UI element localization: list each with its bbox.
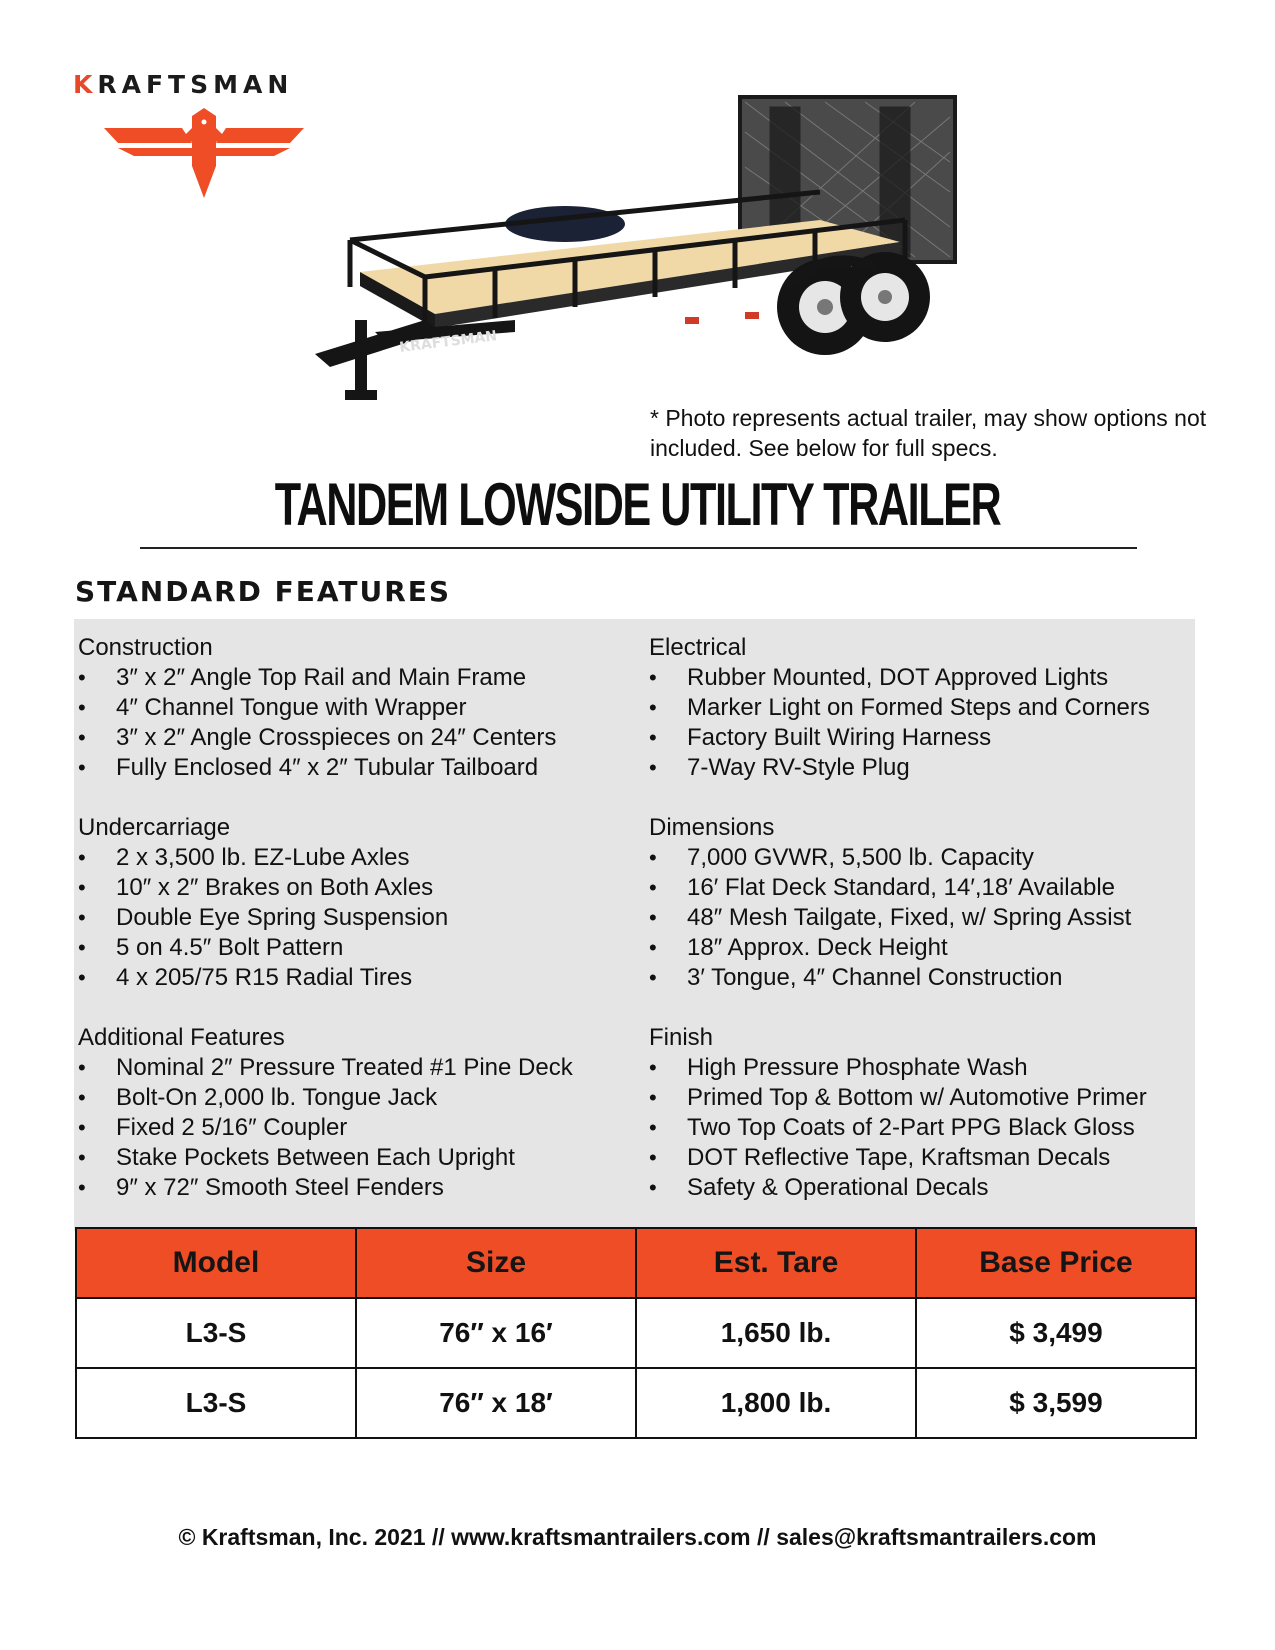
feature-item: • Factory Built Wiring Harness (649, 723, 1194, 753)
feature-item: • Stake Pockets Between Each Upright (78, 1143, 623, 1173)
pricing-table (75, 1227, 1197, 1439)
feature-list (78, 843, 623, 993)
feature-item: • DOT Reflective Tape, Kraftsman Decals (649, 1143, 1194, 1173)
feature-item: • 3′ Tongue, 4″ Channel Construction (649, 963, 1194, 993)
feature-group (649, 813, 1194, 993)
feature-group-title: Dimensions (649, 814, 775, 841)
brand-wordmark-rest: RAFTSMAN (97, 70, 294, 99)
title-divider (140, 547, 1137, 549)
feature-list (649, 1053, 1194, 1203)
table-header-cell: Base Price (916, 1228, 1196, 1298)
brand-wordmark (73, 70, 293, 99)
table-cell: L3-S (76, 1298, 356, 1368)
photo-disclaimer: * Photo represents actual trailer, may show options not included. See below for full specs. (650, 405, 1207, 461)
table-header-cell: Model (76, 1228, 356, 1298)
feature-item: • 16′ Flat Deck Standard, 14′,18′ Available (649, 873, 1194, 903)
table-cell: $ 3,499 (916, 1298, 1196, 1368)
feature-group-title: Construction (78, 634, 213, 661)
feature-item: • Marker Light on Formed Steps and Corners (649, 693, 1194, 723)
feature-group (649, 633, 1194, 783)
feature-group (78, 1023, 623, 1203)
trailer-decal: KRAFTSMAN (398, 328, 498, 356)
features-column-left (78, 633, 623, 1233)
feature-item: • 48″ Mesh Tailgate, Fixed, w/ Spring Assist (649, 903, 1194, 933)
features-column-right (649, 633, 1194, 1233)
feature-group (649, 1023, 1194, 1203)
feature-item: • 7,000 GVWR, 5,500 lb. Capacity (649, 843, 1194, 873)
brand-wordmark-initial: K (73, 70, 98, 99)
feature-item: • 4″ Channel Tongue with Wrapper (78, 693, 623, 723)
feature-item: • 7-Way RV-Style Plug (649, 753, 1194, 783)
features-panel (74, 619, 1195, 1231)
table-header-row (76, 1228, 1196, 1298)
table-cell: 1,650 lb. (636, 1298, 916, 1368)
table-cell: 1,800 lb. (636, 1368, 916, 1438)
feature-item: • 5 on 4.5″ Bolt Pattern (78, 933, 623, 963)
page-title: TANDEM LOWSIDE UTILITY TRAILER (274, 471, 1001, 538)
feature-item: • 3″ x 2″ Angle Top Rail and Main Frame (78, 663, 623, 693)
feature-group (78, 813, 623, 993)
feature-group-title: Additional Features (78, 1024, 285, 1051)
wheels (777, 252, 930, 355)
feature-item: • Fixed 2 5/16″ Coupler (78, 1113, 623, 1143)
table-cell: 76″ x 18′ (356, 1368, 636, 1438)
feature-item: • 10″ x 2″ Brakes on Both Axles (78, 873, 623, 903)
trailer-photo (315, 92, 1035, 437)
table-row (76, 1298, 1196, 1368)
feature-list (649, 663, 1194, 783)
feature-item: • Fully Enclosed 4″ x 2″ Tubular Tailboard (78, 753, 623, 783)
feature-item: • Double Eye Spring Suspension (78, 903, 623, 933)
feature-group (78, 633, 623, 783)
feature-item: • 18″ Approx. Deck Height (649, 933, 1194, 963)
feature-item: • Primed Top & Bottom w/ Automotive Primer (649, 1083, 1194, 1113)
feature-item: • Safety & Operational Decals (649, 1173, 1194, 1203)
table-cell: $ 3,599 (916, 1368, 1196, 1438)
table-header-cell: Est. Tare (636, 1228, 916, 1298)
feature-list (78, 1053, 623, 1203)
table-header-cell: Size (356, 1228, 636, 1298)
feature-group-title: Electrical (649, 634, 747, 661)
feature-item: • High Pressure Phosphate Wash (649, 1053, 1194, 1083)
table-cell: L3-S (76, 1368, 356, 1438)
feature-list (78, 663, 623, 783)
feature-item: • Bolt-On 2,000 lb. Tongue Jack (78, 1083, 623, 1113)
footer-contact: © Kraftsman, Inc. 2021 // www.kraftsmantrailers.com // sales@kraftsmantrailers.com (178, 1524, 1097, 1550)
feature-item: • Two Top Coats of 2-Part PPG Black Gloss (649, 1113, 1194, 1143)
feature-item: • 2 x 3,500 lb. EZ-Lube Axles (78, 843, 623, 873)
feature-item: • 4 x 205/75 R15 Radial Tires (78, 963, 623, 993)
feature-item: • Nominal 2″ Pressure Treated #1 Pine Deck (78, 1053, 623, 1083)
feature-group-title: Undercarriage (78, 814, 231, 841)
feature-item: • Rubber Mounted, DOT Approved Lights (649, 663, 1194, 693)
table-row (76, 1368, 1196, 1438)
feature-item: • 9″ x 72″ Smooth Steel Fenders (78, 1173, 623, 1203)
section-heading: STANDARD FEATURES (75, 575, 452, 608)
feature-list (649, 843, 1194, 993)
table-cell: 76″ x 16′ (356, 1298, 636, 1368)
feature-group-title: Finish (649, 1024, 714, 1051)
eagle-logo-icon (104, 108, 304, 203)
feature-item: • 3″ x 2″ Angle Crosspieces on 24″ Centers (78, 723, 623, 753)
